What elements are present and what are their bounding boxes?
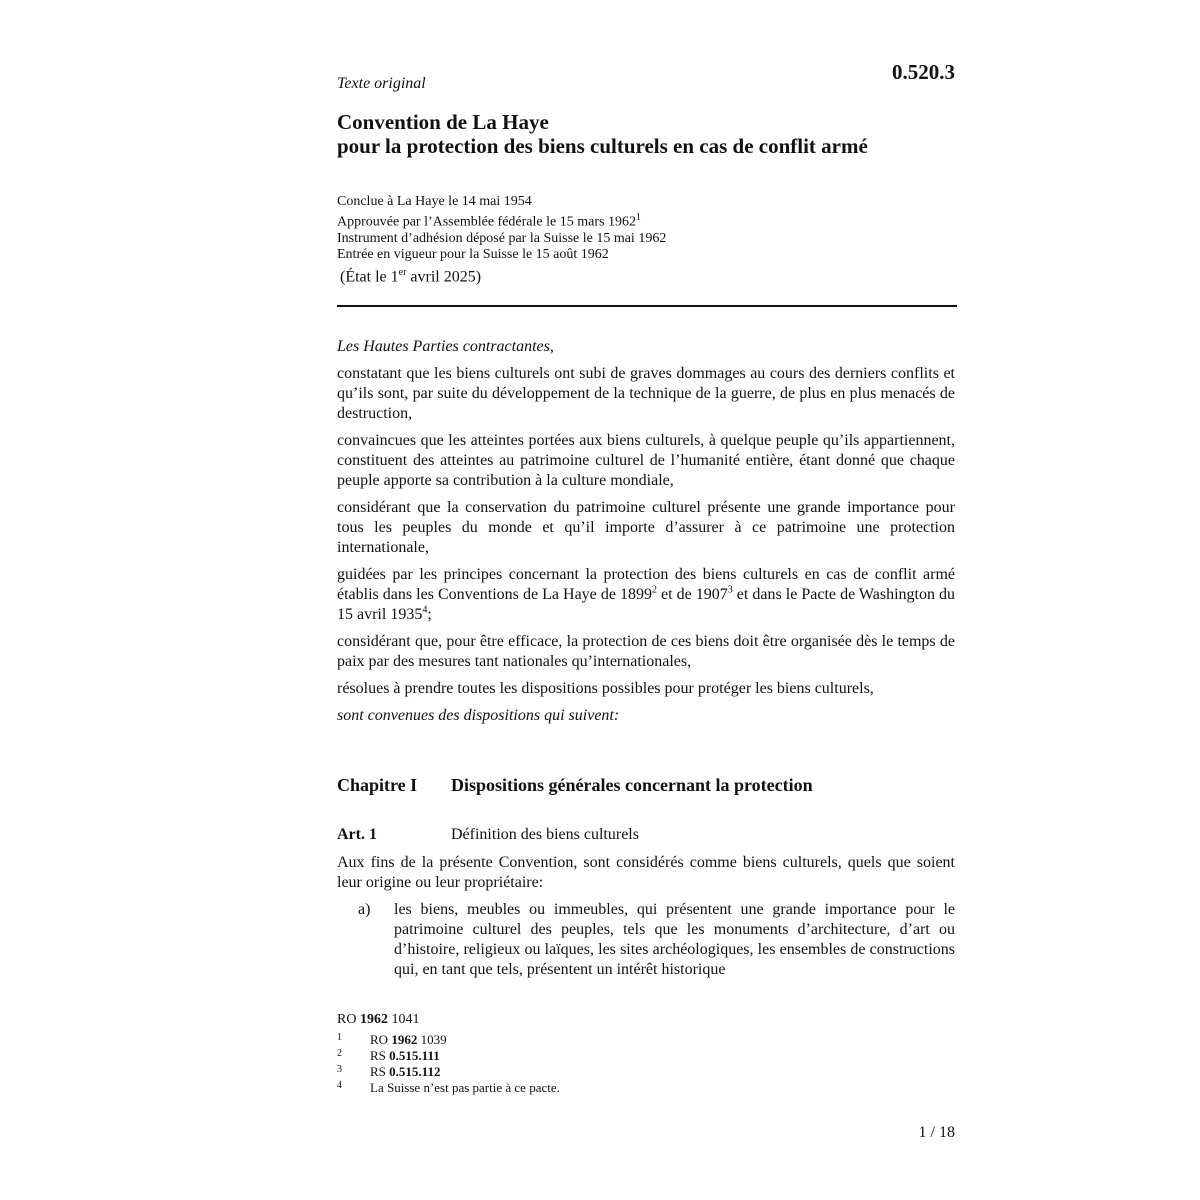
footnote-prefix: RS — [370, 1048, 390, 1063]
meta-instrument: Instrument d’adhésion déposé par la Suisse le 15 mai 1962 — [337, 230, 667, 246]
p4-part-c: et dans le Pacte de Washington du 15 avril 1935 — [337, 586, 956, 623]
footnote — [337, 1064, 560, 1080]
meta-approved — [337, 210, 666, 231]
preamble-lead: Les Hautes Parties contractantes, — [337, 338, 554, 355]
footnote — [337, 1032, 560, 1048]
chapter-heading — [337, 775, 813, 796]
footnote-number: 1 — [337, 1032, 342, 1043]
preamble-paragraph: constatant que les biens culturels ont subi de graves dommages au cours des derniers conflits et qu’ils sont, par suite du développement de la technique de la guerre, de plus en plus menacés de destruction, — [337, 365, 955, 422]
chapter-title: Dispositions générales concernant la protection — [451, 775, 813, 795]
document-title — [337, 110, 955, 158]
footnote-ref-1[interactable]: 1 — [635, 212, 641, 223]
state-sup: er — [398, 267, 407, 278]
article-title: Définition des biens culturels — [451, 826, 639, 843]
title-line-2: pour la protection des biens culturels en cas de conflit armé — [337, 134, 868, 158]
article-number: Art. 1 — [337, 826, 377, 843]
list-item-text: les biens, meubles ou immeubles, qui présentent une grande importance pour le patrimoine culturel des peuples, tels que les monuments d’architecture, d’art ou d’histoire, religieux ou laïques, les sites archéologiques, les ensembles de constructions qui, en tant que tels, présentent un intérêt historique — [394, 901, 955, 978]
p4-part-b: et de 1907 — [656, 586, 728, 603]
footnote-number: 3 — [337, 1064, 342, 1075]
list-item-letter: a) — [358, 901, 371, 918]
meta-entry: Entrée en vigueur pour la Suisse le 15 août 1962 — [337, 246, 609, 262]
footnote-prefix: La Suisse n’est pas partie à ce pacte. — [370, 1080, 560, 1095]
footnote — [337, 1080, 560, 1096]
state-date — [340, 267, 481, 286]
source-page: 1041 — [387, 1012, 420, 1027]
page-number: 1 / 18 — [918, 1124, 955, 1141]
p4-part-d: ; — [427, 606, 432, 623]
list-item — [337, 900, 955, 980]
p4-part-a: guidées par les principes concernant la protection des biens culturels en cas de conflit armé établis dans les Conventions de La Haye de 1899 — [337, 566, 955, 603]
footnote-prefix: RS — [370, 1064, 390, 1079]
preamble-paragraph — [337, 565, 955, 625]
footnotes — [337, 1032, 560, 1096]
preamble-closing: sont convenues des dispositions qui suivent: — [337, 707, 620, 724]
document-metadata — [337, 194, 666, 263]
state-suffix: avril 2025) — [406, 268, 482, 286]
title-line-1: Convention de La Haye — [337, 110, 549, 134]
footnote-bold: 1962 — [391, 1032, 418, 1047]
source-reference — [337, 1012, 419, 1028]
document-number: 0.520.3 — [892, 60, 955, 84]
article-heading — [337, 826, 639, 844]
footnote — [337, 1048, 560, 1064]
footnote-number: 4 — [337, 1080, 342, 1091]
preamble-paragraph: considérant que la conservation du patrimoine culturel présente une grande importance pour tous les peuples du monde et qu’il importe d’assurer à ce patrimoine une protection internationale, — [337, 499, 955, 556]
state-prefix: (État le 1 — [340, 268, 399, 286]
footnote-text — [370, 1048, 440, 1064]
chapter-number: Chapitre I — [337, 775, 418, 795]
footnote-ref-4[interactable]: 4 — [422, 604, 428, 616]
source-prefix: RO — [337, 1012, 360, 1027]
footnote-bold[interactable]: 0.515.111 — [389, 1048, 440, 1063]
preamble-paragraph: résolues à prendre toutes les dispositions possibles pour protéger les biens culturels, — [337, 680, 874, 697]
footnote-ref-2[interactable]: 2 — [651, 584, 657, 596]
header-divider — [337, 305, 957, 307]
footnote-ref-3[interactable]: 3 — [727, 584, 733, 596]
preamble — [337, 337, 955, 733]
footnote-text — [370, 1080, 560, 1096]
footnote-bold[interactable]: 0.515.112 — [389, 1064, 441, 1079]
document-label: Texte original — [337, 75, 426, 92]
footnote-suffix: 1039 — [417, 1032, 447, 1047]
footnote-text — [370, 1064, 440, 1080]
meta-concluded: Conclue à La Haye le 14 mai 1954 — [337, 194, 532, 209]
meta-approved-text: Approuvée par l’Assemblée fédérale le 15 mars 1962 — [337, 214, 636, 230]
article-body — [337, 853, 955, 980]
preamble-paragraph: considérant que, pour être efficace, la protection de ces biens doit être organisée dès le temps de paix par des mesures tant nationales qu’internationales, — [337, 633, 955, 670]
source-year: 1962 — [359, 1012, 388, 1027]
footnote-number: 2 — [337, 1048, 342, 1059]
footnote-prefix: RO — [370, 1032, 392, 1047]
document-page — [337, 0, 955, 1200]
article-intro: Aux fins de la présente Convention, sont considérés comme biens culturels, quels que soient leur origine ou leur propriétaire: — [337, 854, 955, 891]
footnote-text — [370, 1032, 447, 1048]
preamble-paragraph: convaincues que les atteintes portées aux biens culturels, à quelque peuple qu’ils appartiennent, constituent des atteintes au patrimoine culturel de l’humanité entière, étant donné que chaque peuple apporte sa contribution à la culture mondiale, — [337, 432, 955, 489]
